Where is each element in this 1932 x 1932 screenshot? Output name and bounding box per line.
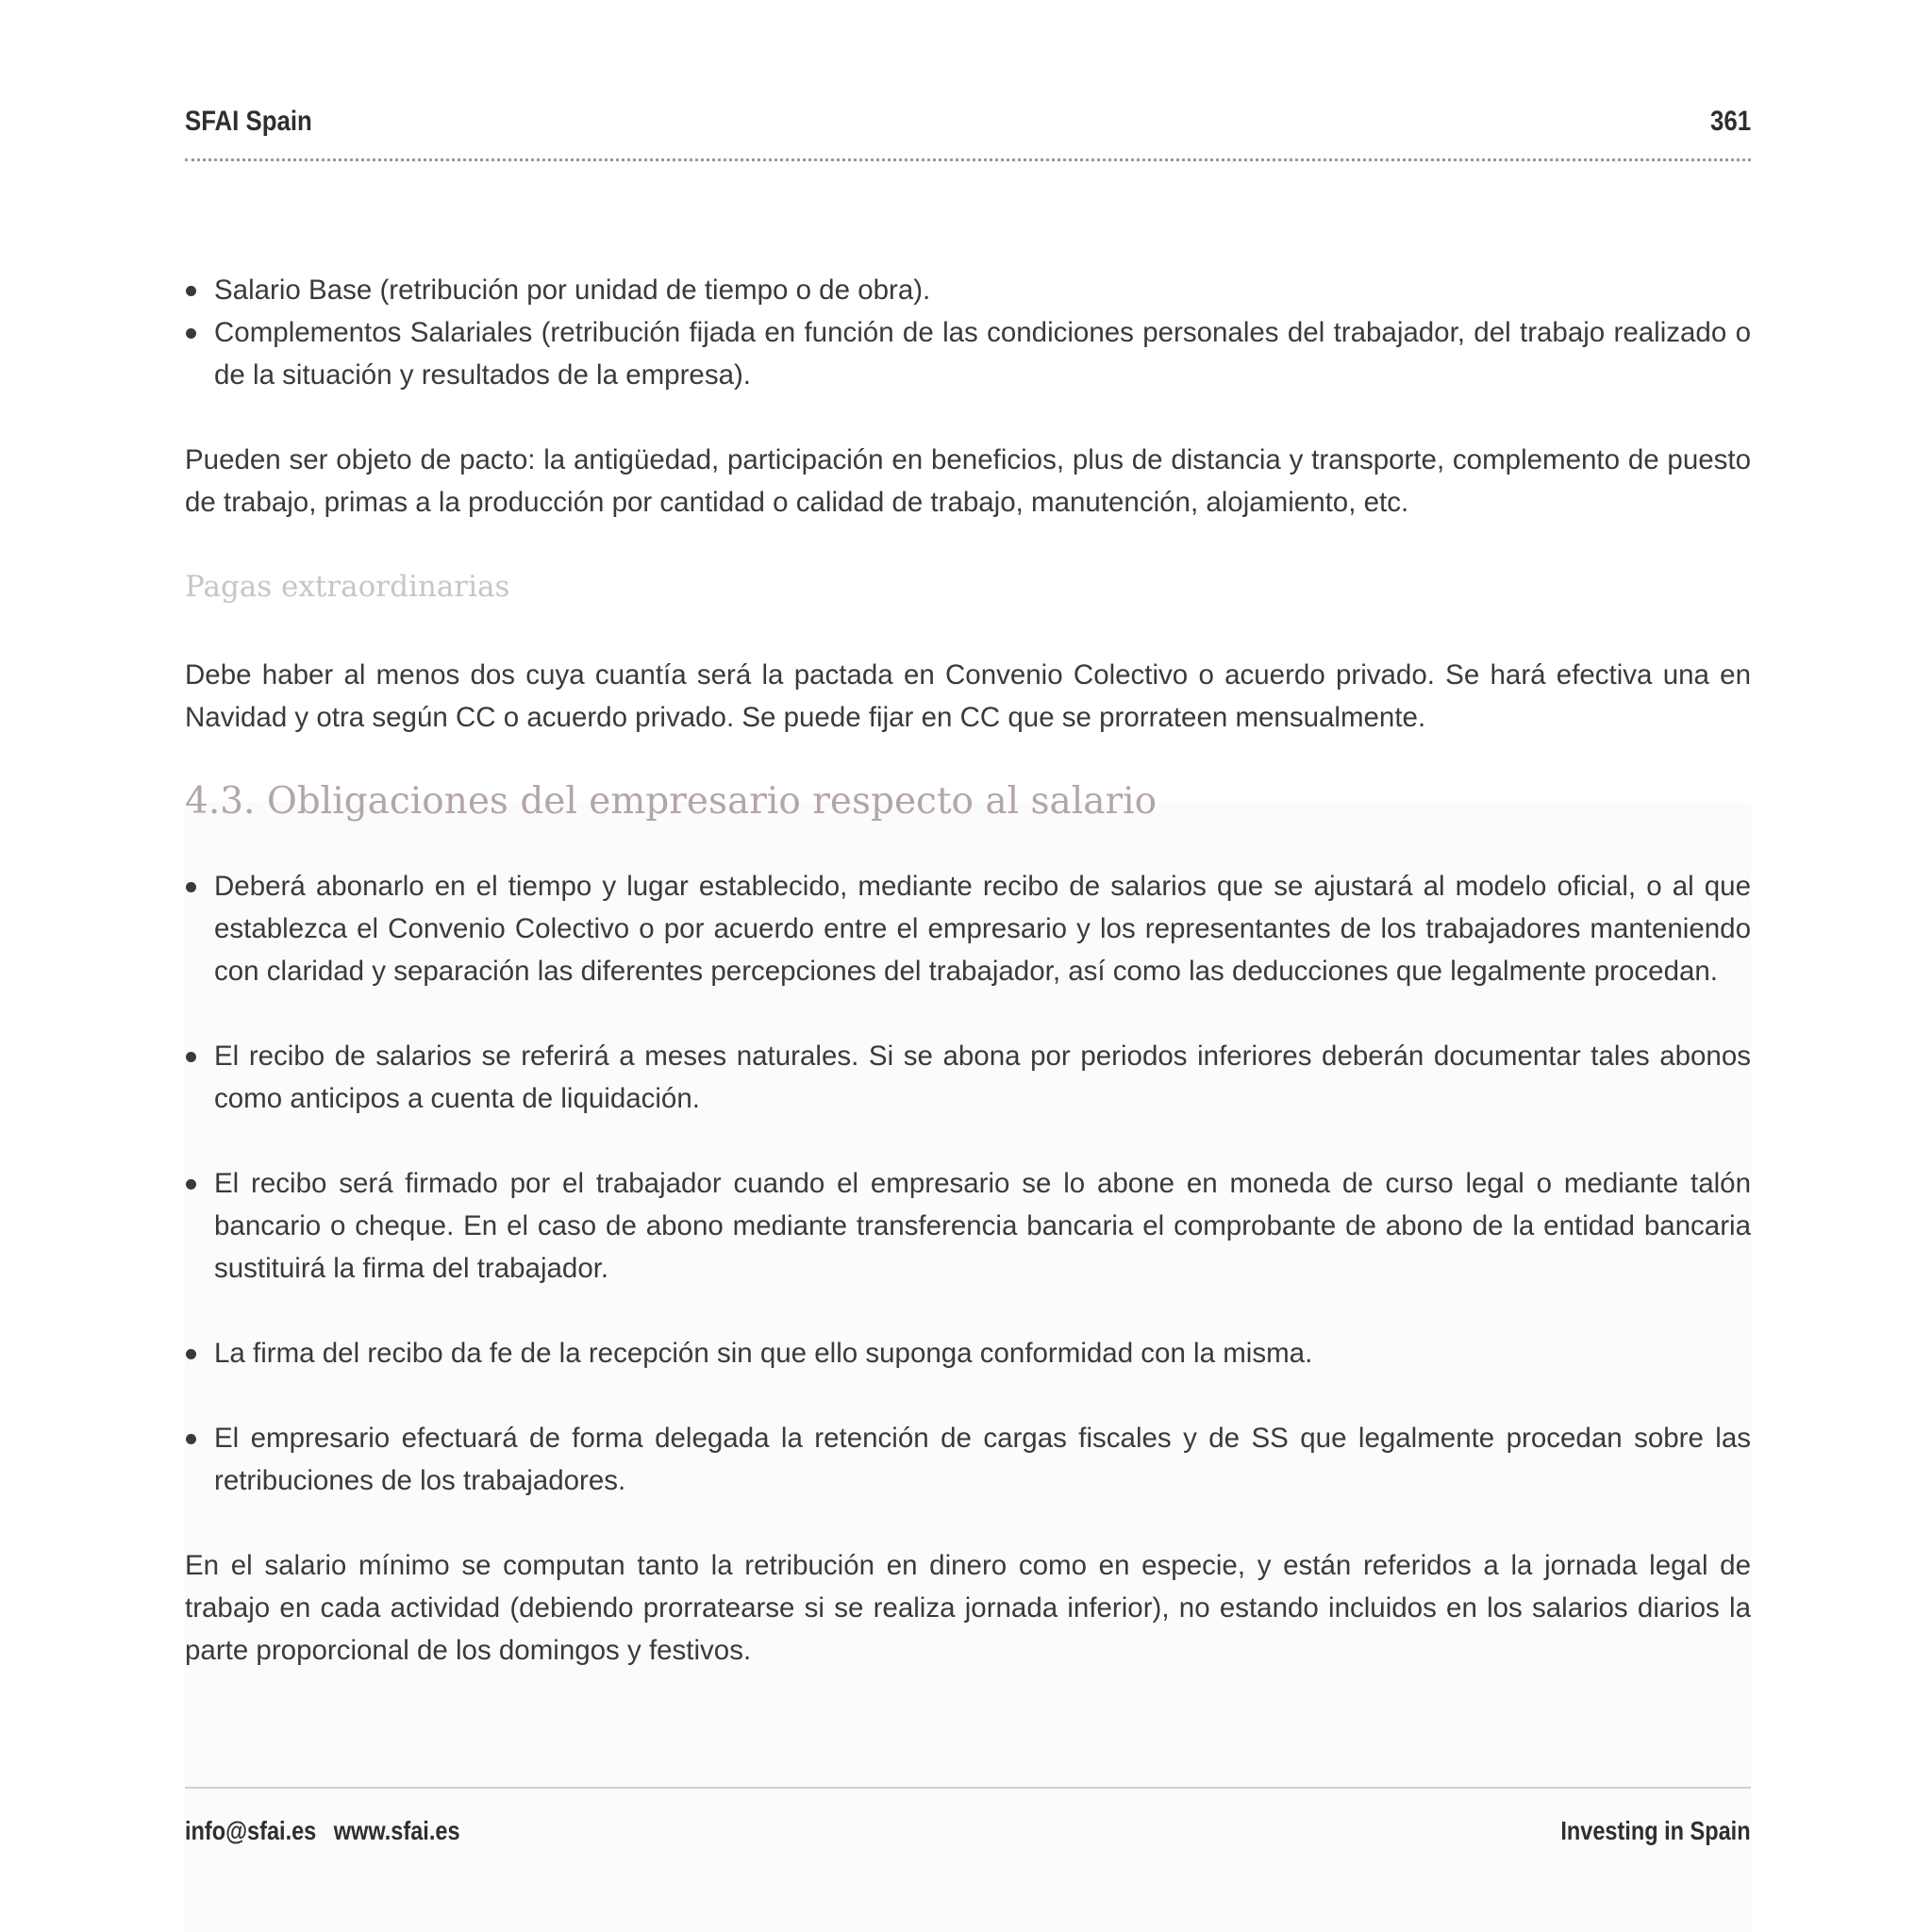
bullet-icon (186, 1434, 196, 1444)
list-item (185, 1162, 1751, 1290)
footer-email: info@sfai.es (185, 1816, 317, 1845)
intro-bullet-list (185, 269, 1751, 396)
pagas-heading: Pagas extraordinarias (185, 570, 510, 604)
list-item-text: La firma del recibo da fe de la recepción sin que ello suponga conformidad con la misma. (214, 1338, 1313, 1369)
bullet-icon (186, 328, 196, 339)
footer-website: www.sfai.es (333, 1816, 460, 1845)
footer-divider (185, 1787, 1751, 1789)
list-item (185, 1332, 1751, 1374)
bullet-icon (186, 1179, 196, 1190)
list-item-text: El recibo será firmado por el trabajador cuando el empresario se lo abone en moneda de curso legal o mediante talón bancario o cheque. En el caso de abono mediante transferencia bancaria el comprobante de abono de la entidad bancaria sustituirá la firma del trabajador. (214, 1168, 1751, 1284)
bullet-icon (186, 286, 196, 296)
page-header (185, 106, 1751, 161)
section-bullet-list (185, 865, 1751, 1502)
bullet-icon (186, 882, 196, 892)
list-item-text: Deberá abonarlo en el tiempo y lugar establecido, mediante recibo de salarios que se ajustará al modelo oficial, o al que establezca el Convenio Colectivo o por acuerdo entre el empresario y los representantes de los trabajadores manteniendo con claridad y separación las diferentes percepciones del trabajador, así como las deducciones que legalmente procedan. (214, 871, 1751, 987)
list-item (185, 269, 1751, 311)
page-number: 361 (1709, 106, 1751, 137)
pagas-paragraph: Debe haber al menos dos cuya cuantía será la pactada en Convenio Colectivo o acuerdo privado. Se hará efectiva una en Navidad y otra según CC o acuerdo privado. Se puede fijar en CC que se prorrateen mensualmente. (185, 659, 1751, 733)
bullet-icon (186, 1052, 196, 1062)
list-item-text: El empresario efectuará de forma delegada la retención de cargas fiscales y de SS que legalmente procedan sobre las retribuciones de los trabajadores. (214, 1423, 1751, 1496)
list-item-text: Salario Base (retribución por unidad de tiempo o de obra). (214, 275, 931, 306)
list-item (185, 311, 1751, 396)
page-footer (185, 1816, 1751, 1854)
list-item (185, 1035, 1751, 1120)
list-item-text: El recibo de salarios se referirá a meses naturales. Si se abona por periodos inferiores deberán documentar tales abonos como anticipos a cuenta de liquidación. (214, 1041, 1751, 1114)
pact-paragraph: Pueden ser objeto de pacto: la antigüedad, participación en beneficios, plus de distancia y transporte, complemento de puesto de trabajo, primas a la producción por cantidad o calidad de trabajo, manutención, alojamiento, etc. (185, 444, 1751, 518)
bullet-icon (186, 1349, 196, 1359)
list-item (185, 1417, 1751, 1502)
closing-paragraph: En el salario mínimo se computan tanto la retribución en dinero como en especie, y están referidos a la jornada legal de trabajo en cada actividad (debiendo prorratearse si se realiza jornada inferior), no estando incluidos en los salarios diarios la parte proporcional de los domingos y festivos. (185, 1550, 1751, 1666)
section-heading: 4.3. Obligaciones del empresario respecto al salario (185, 780, 1158, 823)
page-content (185, 269, 1751, 1672)
footer-contact (185, 1816, 460, 1846)
list-item-text: Complementos Salariales (retribución fijada en función de las condiciones personales del trabajador, del trabajo realizado o de la situación y resultados de la empresa). (214, 317, 1751, 391)
list-item (185, 865, 1751, 992)
footer-tagline: Investing in Spain (1560, 1816, 1751, 1845)
header-publisher: SFAI Spain (185, 106, 312, 137)
